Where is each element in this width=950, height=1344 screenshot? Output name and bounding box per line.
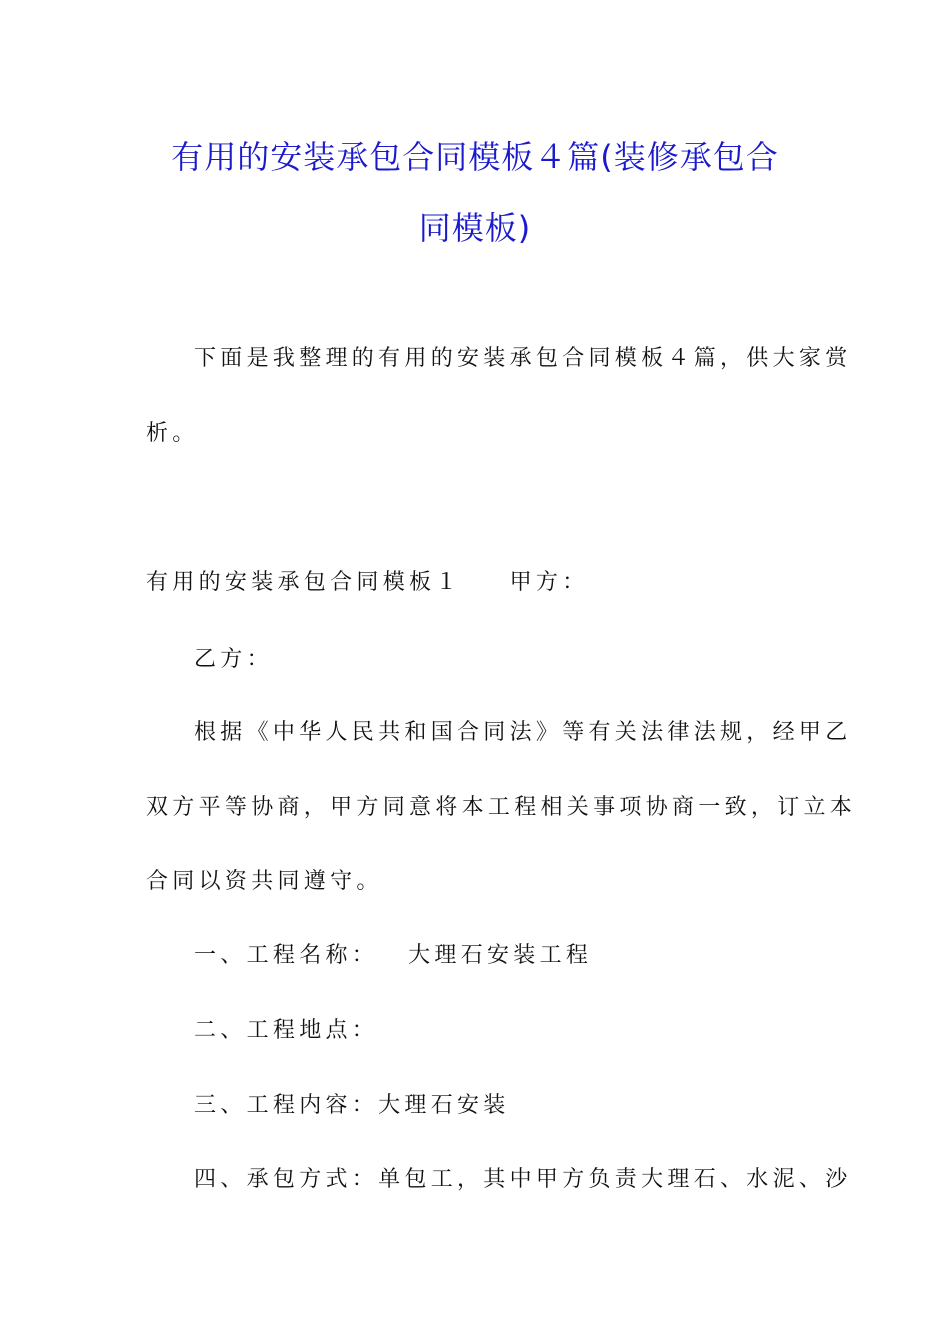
basis-paragraph-line-2: 双方平等协商，甲方同意将本工程相关事项协商一致，订立本 — [146, 795, 857, 820]
party-b-label: 乙方： — [194, 647, 273, 672]
item-1-value: 大理石安装工程 — [408, 943, 593, 968]
party-a-label: 甲方： — [509, 570, 589, 595]
item-1-label: 一、工程名称： — [194, 943, 379, 968]
document-title-line-1: 有用的安装承包合同模板４篇(装修承包合 — [171, 138, 779, 176]
section-1-heading-row — [146, 568, 589, 598]
basis-paragraph-line-1: 根据《中华人民共和国合同法》等有关法律法规，经甲乙 — [194, 720, 852, 745]
item-2-project-location: 二、工程地点： — [194, 1018, 379, 1043]
basis-paragraph-line-3: 合同以资共同遵守。 — [146, 869, 383, 894]
document-title-line-2: 同模板) — [418, 209, 532, 247]
item-4-contract-method: 四、承包方式：单包工，其中甲方负责大理石、水泥、沙 — [194, 1167, 852, 1192]
intro-paragraph-line-1: 下面是我整理的有用的安装承包合同模板４篇，供大家赏 — [194, 346, 852, 371]
intro-paragraph-line-2: 析。 — [146, 421, 199, 446]
item-1-project-name — [194, 941, 592, 971]
section-1-heading: 有用的安装承包合同模板１ — [146, 570, 462, 595]
item-3-project-content: 三、工程内容：大理石安装 — [194, 1093, 510, 1118]
